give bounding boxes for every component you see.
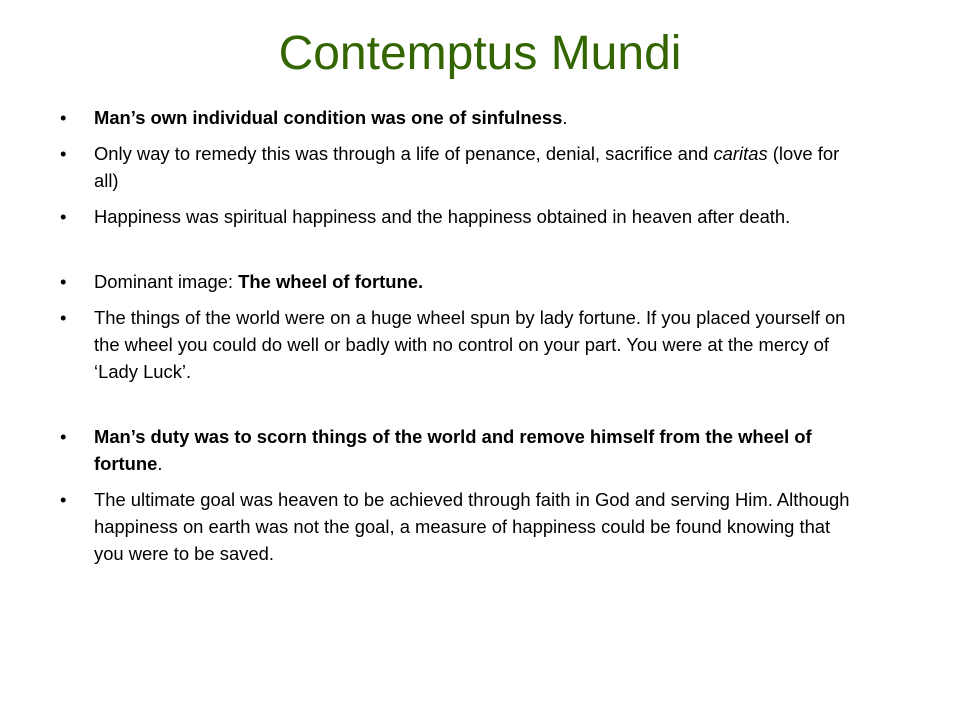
bullet-text: . xyxy=(157,453,163,474)
slide-title: Contemptus Mundi xyxy=(278,27,682,80)
bullet-text: Man’s duty was to scorn things of the world and remove himself from the wheel of fortune xyxy=(94,426,812,474)
bullet-text: Happiness was spiritual happiness and the happiness obtained in heaven after death. xyxy=(94,206,791,227)
bullet-item xyxy=(60,104,860,131)
bullet-marker: • xyxy=(60,107,67,128)
bullet-text: The ultimate goal was heaven to be achieved through faith in God and serving Him. Although happiness on earth was not the goal, a measure of happiness could be found knowing that you were to be saved. xyxy=(94,489,850,564)
bullet-item xyxy=(60,140,860,194)
bullet-marker: • xyxy=(60,307,67,328)
bullet-item xyxy=(60,203,860,230)
bullet-text: Dominant image: xyxy=(94,271,239,292)
bullet-item xyxy=(60,304,860,385)
bullet-text: Only way to remedy this was through a life of penance, denial, sacrifice and xyxy=(94,143,714,164)
bullet-marker: • xyxy=(60,271,67,292)
bullet-list xyxy=(60,104,860,576)
bullet-text: The things of the world were on a huge wheel spun by lady fortune. If you placed yourself on the wheel you could do well or badly with no control on your part. You were at the mercy of ‘Lady Luck’. xyxy=(94,307,846,382)
bullet-marker: • xyxy=(60,489,67,510)
bullet-text: (love for all) xyxy=(94,143,840,191)
bullet-marker: • xyxy=(60,143,67,164)
bullet-marker: • xyxy=(60,426,67,447)
bullet-text: Man’s own individual condition was one of sinfulness xyxy=(94,107,563,128)
bullet-text: . xyxy=(562,107,568,128)
bullet-item xyxy=(60,486,860,567)
bullet-text: The wheel of fortune. xyxy=(238,271,424,292)
bullet-text: caritas xyxy=(713,143,768,164)
bullet-marker: • xyxy=(60,206,67,227)
bullet-item xyxy=(60,423,860,477)
bullet-item xyxy=(60,268,860,295)
